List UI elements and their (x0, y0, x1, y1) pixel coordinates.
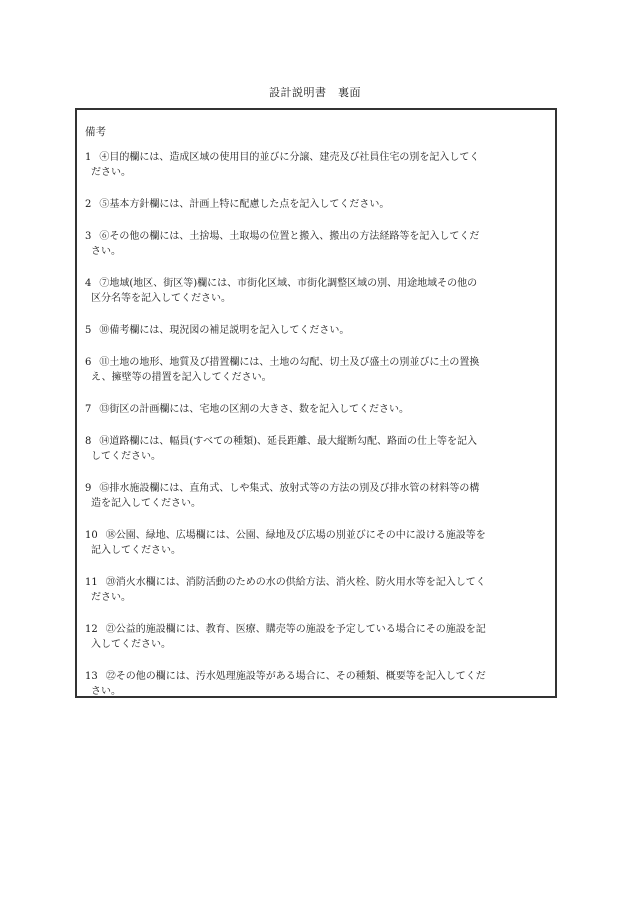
note-text: ㉑公益的施設欄には、教育、医療、購売等の施設を予定している場合にその施設を記 (105, 624, 486, 635)
note-item (85, 528, 555, 558)
note-text-continued: してください。 (91, 451, 161, 462)
notes-heading: 備考 (85, 126, 106, 138)
note-text-continued: ださい。 (91, 167, 131, 178)
note-item (85, 276, 555, 306)
note-number: 12 (85, 624, 98, 635)
note-number: 1 (85, 152, 92, 163)
note-item (85, 150, 555, 180)
note-number: 4 (85, 278, 92, 289)
note-number: 11 (85, 577, 98, 588)
note-item (85, 229, 555, 259)
note-item (85, 402, 555, 417)
note-text: ⑳消火水欄には、消防活動のための水の供給方法、消火栓、防火用水等を記入してく (105, 577, 486, 588)
note-list (85, 150, 555, 716)
note-item (85, 323, 555, 338)
note-text: ⑱公園、緑地、広場欄には、公園、緑地及び広場の別並びにその中に設ける施設等を (105, 530, 486, 541)
note-text-continued: 造を記入してください。 (91, 498, 201, 509)
note-text-continued: 区分名等を記入してください。 (91, 293, 231, 304)
note-number: 13 (85, 671, 98, 682)
note-item (85, 355, 555, 385)
document-title: 設計説明書 裏面 (269, 86, 361, 99)
note-text-continued: さい。 (91, 246, 121, 257)
note-text: ⑦地域(地区、街区等)欄には、市街化区域、市街化調整区域の別、用途地域その他の (99, 278, 478, 289)
note-text: ⑩備考欄には、現況図の補足説明を記入してください。 (99, 325, 350, 336)
note-text-continued: 入してください。 (91, 639, 171, 650)
note-text: ⑮排水施設欄には、直角式、しや集式、放射式等の方法の別及び排水管の材料等の構 (99, 483, 480, 494)
note-item (85, 622, 555, 652)
note-item (85, 669, 555, 699)
note-number: 2 (85, 199, 92, 210)
note-text-continued: ださい。 (91, 592, 131, 603)
notes-box (75, 108, 557, 698)
note-text-continued: え、擁壁等の措置を記入してください。 (91, 372, 272, 383)
note-text: ⑬街区の計画欄には、宅地の区割の大きさ、数を記入してください。 (99, 404, 409, 415)
note-number: 8 (85, 436, 92, 447)
note-number: 10 (85, 530, 98, 541)
note-text-continued: 記入してください。 (91, 545, 181, 556)
note-item (85, 434, 555, 464)
note-text: ⑭道路欄には、幅員(すべての種類)、延長距離、最大縦断勾配、路面の仕上等を記入 (99, 436, 477, 447)
note-text-continued: さい。 (91, 686, 121, 697)
note-number: 6 (85, 357, 92, 368)
note-item (85, 575, 555, 605)
note-text: ⑥その他の欄には、土捨場、土取場の位置と搬入、搬出の方法経路等を記入してくだ (99, 231, 480, 242)
note-text: ⑪土地の地形、地質及び措置欄には、土地の勾配、切土及び盛土の別並びに土の置換 (99, 357, 480, 368)
note-item (85, 197, 555, 212)
note-text: ⑤基本方針欄には、計画上特に配慮した点を記入してください。 (99, 199, 390, 210)
note-number: 5 (85, 325, 92, 336)
note-number: 3 (85, 231, 92, 242)
note-item (85, 481, 555, 511)
note-text: ④目的欄には、造成区域の使用目的並びに分譲、建売及び社員住宅の別を記入してく (99, 152, 480, 163)
note-text: ㉒その他の欄には、汚水処理施設等がある場合に、その種類、概要等を記入してくだ (105, 671, 486, 682)
note-number: 9 (85, 483, 92, 494)
note-number: 7 (85, 404, 92, 415)
